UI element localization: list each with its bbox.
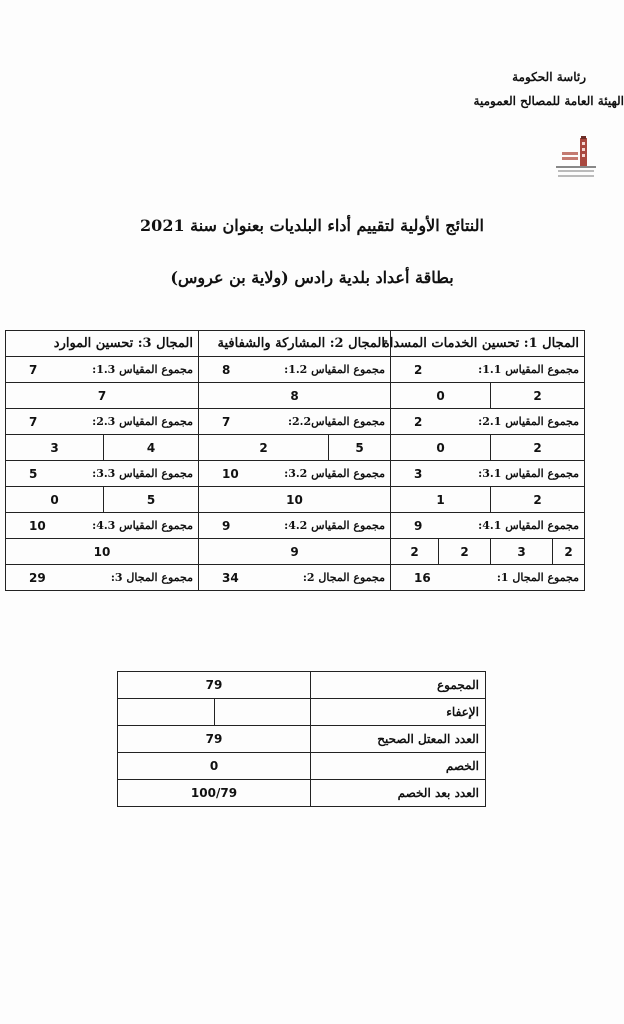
- domain-total-cell: مجموع المجال 3: 29: [6, 565, 199, 591]
- score-cell: 3: [491, 539, 553, 565]
- summary-table: [117, 671, 486, 807]
- divider: [214, 699, 215, 725]
- summary-value: [118, 699, 311, 726]
- table-row: [6, 513, 585, 539]
- score-cell: 9: [199, 539, 391, 565]
- score-cell: 10: [199, 487, 391, 513]
- domain-2-header: المجال 2: المشاركة والشفافية: [199, 331, 391, 357]
- score-cell: 2: [391, 539, 439, 565]
- table-row: [6, 539, 585, 565]
- score-cell: 2: [553, 539, 585, 565]
- table-row: [6, 331, 585, 357]
- score-cell: 1: [391, 487, 491, 513]
- page-subtitle: بطاقة أعداد بلدية رادس (ولاية بن عروس): [170, 268, 454, 287]
- score-cell: 3: [6, 435, 104, 461]
- score-cell: 2: [439, 539, 491, 565]
- summary-label: العدد المعتل الصحيح: [311, 726, 486, 753]
- government-label: رئاسة الحكومة: [512, 70, 586, 84]
- score-cell: 0: [391, 383, 491, 409]
- table-row: [6, 487, 585, 513]
- summary-value: 79: [118, 672, 311, 699]
- criterion-total-cell: مجموع المقياس 1.1: 2: [391, 357, 585, 383]
- score-cell: 4: [104, 435, 199, 461]
- domain-total-cell: مجموع المجال 1: 16: [391, 565, 585, 591]
- score-cell: 10: [6, 539, 199, 565]
- summary-label: الخصم: [311, 753, 486, 780]
- table-row: [6, 357, 585, 383]
- criterion-total-cell: مجموع المقياس 4.1: 9: [391, 513, 585, 539]
- table-row: [6, 409, 585, 435]
- score-cell: 2: [199, 435, 329, 461]
- domain-3-header: المجال 3: تحسين الموارد: [6, 331, 199, 357]
- score-cell: 2: [491, 435, 585, 461]
- summary-value: 100/79: [118, 780, 311, 807]
- criterion-total-cell: مجموع المقياس 3.2: 10: [199, 461, 391, 487]
- table-row: [6, 565, 585, 591]
- table-row: [6, 461, 585, 487]
- criterion-total-cell: مجموع المقياس 1.2: 8: [199, 357, 391, 383]
- table-row: [118, 780, 486, 807]
- organization-logo: [552, 136, 600, 182]
- table-row: [118, 699, 486, 726]
- domain-1-header: المجال 1: تحسين الخدمات المسداة: [391, 331, 585, 357]
- summary-label: الإعفاء: [311, 699, 486, 726]
- summary-value: 0: [118, 753, 311, 780]
- criterion-total-cell: مجموع المقياس 1.3: 7: [6, 357, 199, 383]
- criterion-total-cell: مجموع المقياس 2.1: 2: [391, 409, 585, 435]
- score-cell: 5: [104, 487, 199, 513]
- organization-label: الهيئة العامة للمصالح العمومية: [473, 94, 624, 108]
- criterion-total-cell: مجموع المقياس 4.3: 10: [6, 513, 199, 539]
- score-cell: 5: [329, 435, 391, 461]
- summary-label: العدد بعد الخصم: [311, 780, 486, 807]
- summary-label: المجموع: [311, 672, 486, 699]
- criterion-total-cell: مجموع المقياس 3.3: 5: [6, 461, 199, 487]
- score-cell: 2: [491, 383, 585, 409]
- criterion-total-cell: مجموع المقياس 2.3: 7: [6, 409, 199, 435]
- score-cell: 8: [199, 383, 391, 409]
- table-row: [6, 383, 585, 409]
- table-row: [118, 672, 486, 699]
- score-cell: 0: [391, 435, 491, 461]
- summary-value: 79: [118, 726, 311, 753]
- criterion-total-cell: مجموع المقياس2.2: 7: [199, 409, 391, 435]
- table-row: [118, 753, 486, 780]
- criterion-total-cell: مجموع المقياس 3.1: 3: [391, 461, 585, 487]
- page-title: النتائج الأولية لتقييم أداء البلديات بعنوان سنة 2021: [140, 216, 484, 235]
- scores-table: [5, 330, 585, 591]
- criterion-total-cell: مجموع المقياس 4.2: 9: [199, 513, 391, 539]
- score-cell: 2: [491, 487, 585, 513]
- score-cell: 0: [6, 487, 104, 513]
- table-row: [118, 726, 486, 753]
- score-cell: 7: [6, 383, 199, 409]
- table-row: [6, 435, 585, 461]
- domain-total-cell: مجموع المجال 2: 34: [199, 565, 391, 591]
